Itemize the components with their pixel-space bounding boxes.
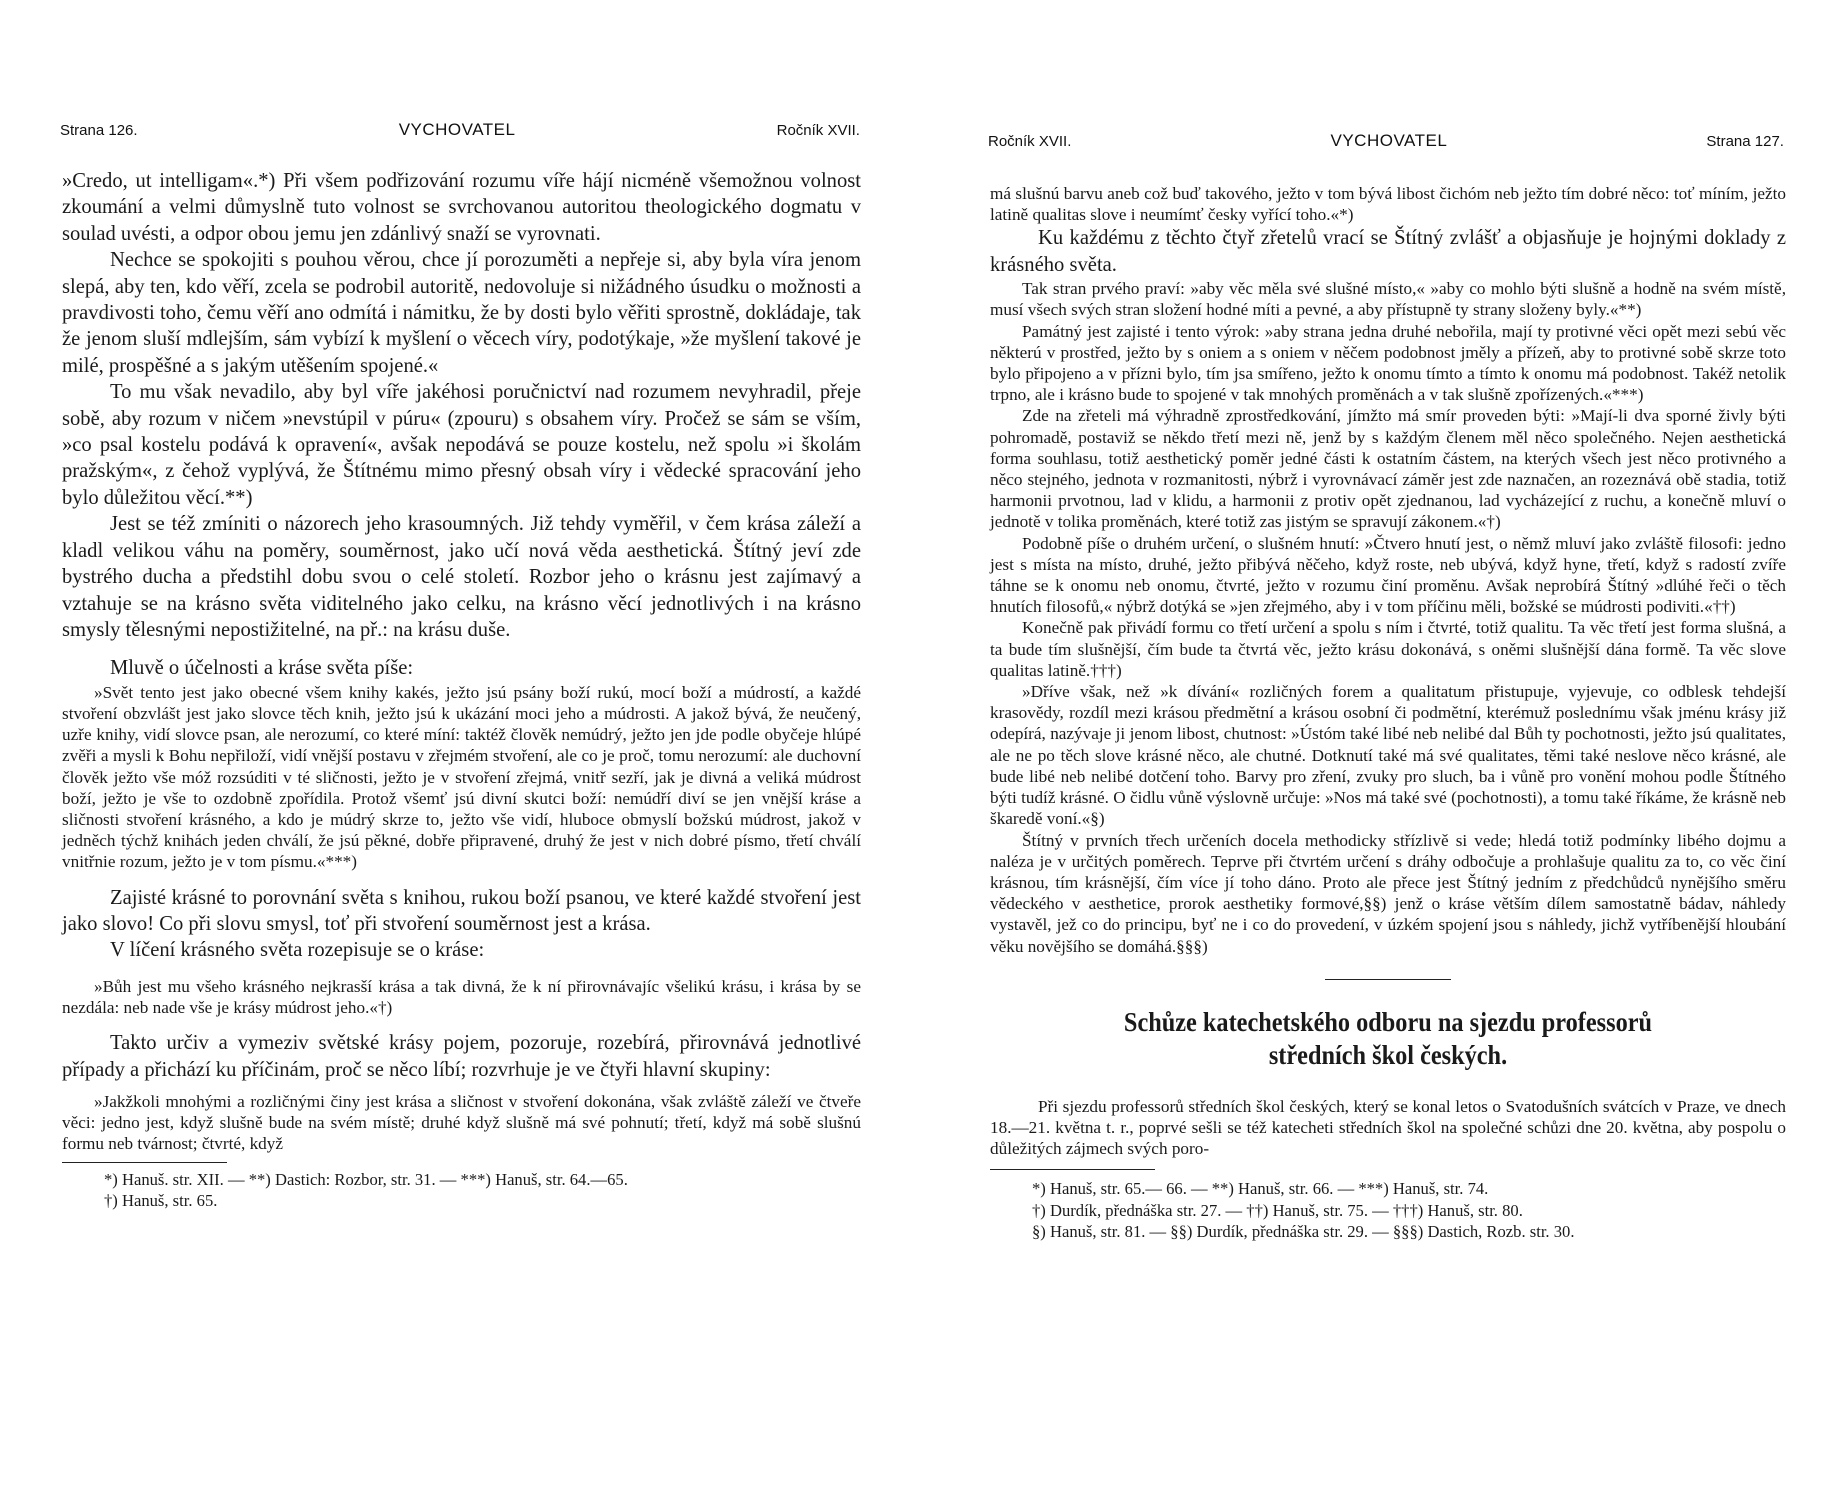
footnote-divider — [990, 1169, 1155, 1170]
quotation: Tak stran prvého praví: »aby věc měla své slušné místo,« »aby co mohlo býti slušně a hodně na svém místě, musí všech svých stran složení hodné míti a pevné, a aby přístupně ty strany složeny byly.«**) — [990, 279, 1786, 320]
right-column — [990, 183, 1786, 1243]
quotation: Památný jest zajisté i tento výrok: »aby strana jedna druhé nebořila, mají ty protivné věci opět mezi sebú věc některú v prostřed, ježto by s oniem a s oniem v něčem podobnost jměly a přízeň, aby to protivné sobě skrze toto bylo připojeno a v přízni bylo, tím jsa smířeno, ježto k onomu tímto a tímto k onomu má podobnost. Takéž netolik trpno, ale i krásno bude to spojené v tak mnohých proměnách a v tak slušně zpořízených.«***) — [990, 321, 1786, 405]
section-heading — [1030, 1006, 1746, 1072]
journal-title: VYCHOVATEL — [398, 120, 516, 139]
left-column — [62, 168, 861, 1212]
paragraph: Mluvě o účelnosti a kráse světa píše: — [110, 657, 414, 680]
quotation: Podobně píše o druhém určení, o slušném hnutí: »Čtvero hnutí jest, o němž mluví jako zvláště filosofi: jedno jest s místa na místo, druhé, ježto přibývá něčeho, když roste, neb ubývá, když hyne, třetí, když s radostí zvíře táhne se k onomu neb onomu, čtvrté, ježto v rozumu činí proměnu. Avšak neprobírá Štítný »dlúhé řeči o těch hnutích filosofů,« nýbrž dotýká se »jen zřejmého, aby i v tom příčinu měli, božské se múdrosti podiviti.«††) — [990, 533, 1786, 617]
quotation: »Svět tento jest jako obecné všem knihy kakés, ježto jsú psány boží rukú, mocí boží a múdrostí, a každé stvoření obzvlášt jest jako slovce těch knih, ježto jsú k ukázání moci jeho a múdrosti. A jakož bývá, že neučený, uzře knihy, vidí slovce psan, ale nerozumí, co které míní: taktéž člověk nemúdrý, ježto jen jde podle obyčeje hlúpé zvěři a mysli k Bohu nepřiloží, vidí vnější postavu v zřejmém stvoření, ale co je proč, tomu nerozumí: ale duchovní člověk ježto vše móž rozsúditi v té sličnosti, ježto je v stvoření zřejmá, vnitř sezří, jak je divná a veliká múdrost boží, ježto je vše to ozdobně zpořídila. Protož všemť jsú divní skutci boží: nemúdří diví se jen vnější kráse a sličnosti stvoření krásného, a kdo je múdrý skrze to, ježto vše vidí, hluboce obmyslí božskú múdrost, jakož v jedněch týchž knihách jeden chválí, že jsú pěkné, dobře připravené, druhý že jest v nich dobré písmo, třetí chválí vnitřnie rozum, ježto je v tom písmu.«***) — [62, 682, 861, 872]
quotation: »Bůh jest mu všeho krásného nejkrasší krása a tak divná, že k ní přirovnávajíc všelikú krásu, i krása by se nezdála: neb nade vše je krásy múdrost jeho.«†) — [62, 976, 861, 1017]
paragraph: To mu však nevadilo, aby byl víře jakéhosi poručnictví nad rozumem nevyhradil, přeje sobě, aby rozum v ničem »nevstúpil v púru« (zpouru) s obsahem víry. Pročež se sám se vším, »co psal kostelu podává k opravení«, avšak nepodává se pouze kostelu, než spolu »i školám pražským«, z čehož vyplývá, že Štítnému mimo přesný obsah víry i vědecké spracování jeho bylo důležitou věcí.**) — [62, 381, 861, 509]
footnote: †) Hanuš, str. 65. — [104, 1191, 218, 1211]
section-intro: Při sjezdu professorů středních škol českých, který se konal letos o Svatodušních svátcích v Praze, ve dnech 18.—21. května t. r., poprvé sešli se též katecheti středních škol na společné schůzi dne 20. května, aby pospolu o důležitých zájmech svých poro- — [990, 1096, 1786, 1159]
paragraph: Ku každému z těchto čtyř zřetelů vrací se Štítný zvlášť a objasňuje je hojnými doklady z krásného světa. — [990, 227, 1786, 276]
section-divider — [1325, 979, 1451, 980]
quotation: »Dříve však, než »k dívání« rozličných forem a qualitatum přistupuje, vyjevuje, co odblesk tehdejší krasovědy, rozdíl mezi krásou předmětní a krásou osobní či podmětní, kterémuž poslednímu však jménu krásy již odepírá, nazývaje ji jenom libost, chutnost: »Ústóm také libé neb nelibé dal Bůh ty pochotnosti, ježto jsú qualitates, ale ne po těch slove krásné něco, ale chutné. Dotknutí také má své qualitates, těmi také neslove něco krásné, ale bude libé neb nelibé dotčení toho. Barvy pro zření, zvuky pro sluch, ba i vůně pro vonění mohou podle Štítného býti tudíž krásné. O čidlu vůně výslovně určuje: »Nos má také své (pochotnosti), a tomu také říkáme, že krásně neb škaredě voní.«§) — [990, 682, 1786, 829]
footnote: §) Hanuš, str. 81. — §§) Durdík, přednáška str. 29. — §§§) Dastich, Rozb. str. 30. — [1032, 1222, 1575, 1242]
quotation: »Jakžkoli mnohými a rozličnými činy jest krása a sličnost v stvoření dokonána, však zvláště záleží ve čtveře věci: jedno jest, když slušně bude na svém místě; druhé když slušně má své pohnutí; třetí, když má sobě slušnú formu neb tvárnost; čtvrté, když — [62, 1091, 861, 1154]
paragraph: Zajisté krásné to porovnání světa s knihou, rukou boží psanou, ve které každé stvoření jest jako slovo! Co při slovu smysl, toť při stvoření souměrnost jest a krása. — [62, 886, 861, 935]
footnote: †) Durdík, přednáška str. 27. — ††) Hanuš, str. 75. — †††) Hanuš, str. 80. — [1032, 1200, 1523, 1220]
volume-label: Ročník XVII. — [988, 133, 1072, 150]
quotation: Zde na zřeteli má výhradně zprostředkování, jímžto má smír proveden býti: »Mají-li dva sporné živly býti pohromadě, postaviž se někdo třetí mezi ně, jenž by s každým členem měl něco společného. Nejen aesthetická forma souhlasu, totiž aesthetický poměr jedné části k ostatním částem, na kterých všech jest něco protivného a něco stejného, jednota v rozmanitosti, nýbrž i vyrovnávací záměr jest zde naznačen, an rozeznává obě stadia, totiž harmonii prvotnou, lad v klidu, a harmonii z protiv opět zjednanou, lad vycházející z ruchu, a konečně mluví o jednotě v tolika proměnách, které totiž zas jistým se spravují zákonem.«†) — [990, 406, 1786, 532]
quotation: Konečně pak přivádí formu co třetí určení a spolu s ním i čtvrté, totiž qualitu. Ta věc třetí jest forma slušná, a ta bude tím slušnější, čím bude ta čtvrtá věc, ježto krásu dokonává, s oněmi slušnější dána formě. Ta věc slove qualitas latině.†††) — [990, 618, 1786, 680]
footnote: *) Hanuš. str. XII. — **) Dastich: Rozbor, str. 31. — ***) Hanuš, str. 64.—65. — [104, 1169, 628, 1189]
section-heading-line-2: středních škol českých. — [1268, 1039, 1508, 1070]
paragraph: Takto určiv a vymeziv světské krásy pojem, pozoruje, rozebírá, přirovnává jednotlivé případy a přichází ku příčinám, proč se něco líbí; rozvrhuje je ve čtyři hlavní skupiny: — [62, 1032, 861, 1081]
left-page-header — [60, 120, 860, 140]
journal-title: VYCHOVATEL — [1330, 131, 1448, 150]
volume-label: Ročník XVII. — [776, 122, 860, 139]
page-number: Strana 126. — [60, 122, 138, 139]
right-page — [918, 0, 1836, 1500]
paragraph: Jest se též zmíniti o názorech jeho krasoumných. Již tehdy vyměřil, v čem krása záleží a kladl velikou váhu na poměry, souměrnost, jako učí nová věda aesthetická. Štítný jeví zde bystrého ducha a předstihl dobu svou o celé století. Rozbor jeho o krásnu jest zajímavý a vztahuje se na krásno světa viditelného jako celku, na krásno věcí jednotlivých i na krásno smysly tělesnými nepostižitelné, na př.: na krásu duše. — [62, 513, 861, 641]
right-page-header — [988, 131, 1784, 151]
footnote-divider — [62, 1162, 227, 1163]
paragraph: »Credo, ut intelligam«.*) Při všem podřizování rozumu víře hájí nicméně všemožnou volnost zkoumání a velmi důmyslně tuto volnost se svrchovanou autoritou theologického dogmatu v soulad uvésti, a odpor obou jemu jen zdánlivý snaží se vyrovnati. — [62, 170, 861, 245]
section-heading-line-1: Schůze katechetského odboru na sjezdu professorů — [1123, 1006, 1653, 1037]
quotation: má slušnú barvu aneb což buď takového, ježto v tom bývá libost čichóm neb ježto tím dobré něco: toť míním, ježto latině qualitas slove i neumímť česky vyřící toho.«*) — [990, 184, 1786, 225]
paragraph: V líčení krásného světa rozepisuje se o kráse: — [110, 939, 485, 962]
footnote: *) Hanuš, str. 65.— 66. — **) Hanuš, str. 66. — ***) Hanuš, str. 74. — [1032, 1179, 1489, 1199]
quotation: Štítný v prvních třech určeních docela methodicky střízlivě si vede; hledá totiž podmínky libého dojmu a naléza je v určitých poměrech. Teprve při čtvrtém určení s dráhy odbočuje a prohlašuje qualitu za to, co věc činí krásnou, tím krásnější, čím více jí toho dáno. Proto ale přece jest Štítný jedním z předchůdců nynějšího směru vědeckého v aesthetice, prorok aesthetiky formové,§§) jenž o kráse větším dílem samostatně bádav, náhledy vystavěl, jež co do principu, byť ne i co do provedení, v úzkém spojení jsou s náhledy, jichž vytříbenější hloubání věku novějšího se domáhá.§§§) — [990, 830, 1786, 956]
paragraph: Nechce se spokojiti s pouhou věrou, chce jí porozuměti a nepřeje si, aby byla víra jenom slepá, aby ten, kdo věří, zcela se podrobil autoritě, nedovoluje si nižádného úsudku o možnosti a pravdivosti toho, čemu věří ano odmítá i námitku, že by dosti bylo věřiti sprostně, dokládaje, tak že jenom sluší mdlejším, sám vybízí k myšlení o věcech víry, podotýkaje, »že myšlení takové je milé, prospěšné a s jakým utěšením spojené.« — [62, 249, 861, 377]
page-number: Strana 127. — [1706, 133, 1784, 150]
